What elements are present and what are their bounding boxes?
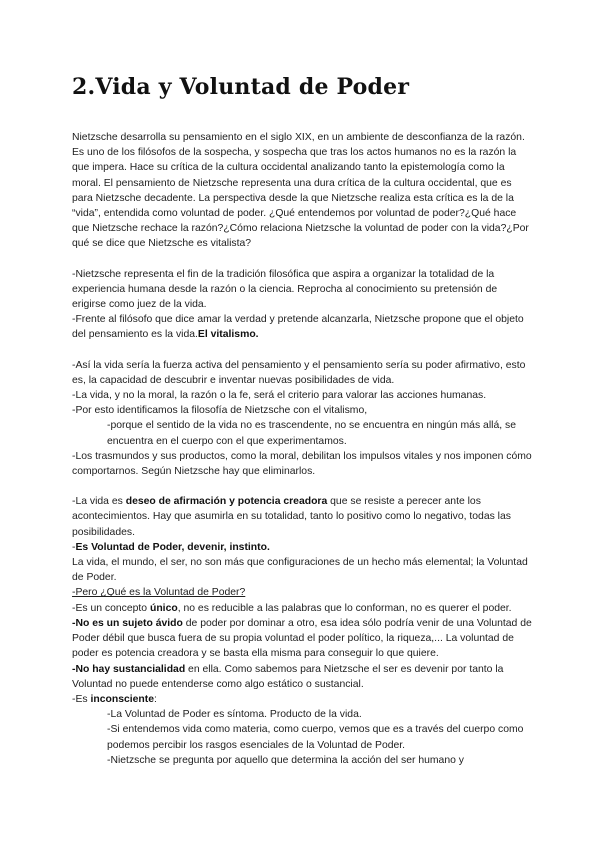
indented-materia-cuerpo: -Si entendemos vida como materia, como cuerpo, vemos que es a través del cuerpo como podemos percibir los rasgos esenciales de la Voluntad de Poder.	[107, 724, 524, 751]
paragraph-trasmundos: -Los trasmundos y sus productos, como la moral, debilitan los impulsos vitales y nos imponen cómo comportarnos. Según Nietzsche hay que eliminarlos.	[72, 450, 532, 478]
paragraph-criterio: -La vida, y no la moral, la razón o la fe, será el criterio para valorar las acciones humanas.	[72, 390, 487, 402]
paragraph-configuraciones: La vida, el mundo, el ser, no son más que configuraciones de un hecho más elemental; la Voluntad de Poder.	[72, 557, 528, 584]
paragraph-sustancialidad: -No hay sustancialidad en ella. Como sabemos para Nietzsche el ser es devenir por tanto la Voluntad no puede entenderse como algo estático o sustancial.	[72, 663, 504, 690]
paragraph-voluntad-poder-heading: -Es Voluntad de Poder, devenir, instinto.	[72, 541, 270, 553]
paragraph-fuerza-activa: -Así la vida sería la fuerza activa del pensamiento y el pensamiento sería su poder afirmativo, esto es, la capacidad de descubrir e inventar nuevas posibilidades de vida.	[72, 359, 526, 386]
paragraph-objeto-pensamiento: -Frente al filósofo que dice amar la verdad y pretende alcanzarla, Nietzsche propone que el objeto del pensamiento es la vida.El vitalismo.	[72, 314, 524, 341]
paragraph-concepto-unico: -Es un concepto único, no es reducible a las palabras que lo conforman, no es querer el poder.	[72, 602, 512, 614]
vitalismo-bold: El vitalismo.	[197, 329, 259, 341]
indented-accion-ser-humano: -Nietzsche se pregunta por aquello que determina la acción del ser humano y	[107, 754, 464, 766]
page-title: 2.Vida y Voluntad de Poder	[72, 74, 410, 100]
paragraph-inconsciente: -Es inconsciente:	[72, 693, 157, 705]
paragraph-sujeto-avido: -No es un sujeto ávido de poder por dominar a otro, esa idea sólo podría venir de una Voluntad de Poder débil que busca fuera de su propia voluntad el poder político, la riqueza,... La voluntad de poder es potencia creadora y se basta ella misma para conseguir lo que quiere.	[72, 617, 532, 660]
paragraph-fin-tradicion: -Nietzsche representa el fin de la tradición filosófica que aspira a organizar la totalidad de la experiencia humana desde la razón o la ciencia. Reprocha al conocimiento su pretensión de erigirse como juez de la vida.	[72, 268, 498, 311]
paragraph-identificamos: -Por esto identificamos la filosofía de Nietzsche con el vitalismo,	[72, 405, 368, 417]
indented-sintoma: -La Voluntad de Poder es síntoma. Producto de la vida.	[107, 709, 362, 721]
document-body	[72, 130, 534, 768]
indented-sentido-vida: -porque el sentido de la vida no es trascendente, no se encuentra en ningún más allá, se encuentra en el cuerpo con el que experimentamos.	[107, 420, 516, 447]
paragraph-deseo-afirmacion: -La vida es deseo de afirmación y potencia creadora que se resiste a perecer ante los acontecimientos. Hay que asumirla en su totalidad, tanto lo positivo como lo negativo, todas las posibilidades.	[72, 496, 511, 538]
paragraph-pregunta: -Pero ¿Qué es la Voluntad de Poder?	[72, 587, 246, 599]
intro-paragraph: Nietzsche desarrolla su pensamiento en el siglo XIX, en un ambiente de desconfianza de la razón. Es uno de los filósofos de la sospecha, y sospecha que tras los actos humanos no es la razón la que impera. Hace su crítica de la cultura occidental analizando tanto la epistemología como la moral. El pensamiento de Nietzsche representa una dura crítica de la cultura occidental, que es para Nietzsche decadente. La perspectiva desde la que Nietzsche realiza esta crítica es la de la “vida”, entendida como voluntad de poder. ¿Qué entendemos por voluntad de poder?¿Qué hace que Nietzsche rechace la razón?¿Cómo relaciona Nietzsche la voluntad de poder con la vida?¿Por qué se dice que Nietzsche es vitalista?	[72, 132, 529, 250]
